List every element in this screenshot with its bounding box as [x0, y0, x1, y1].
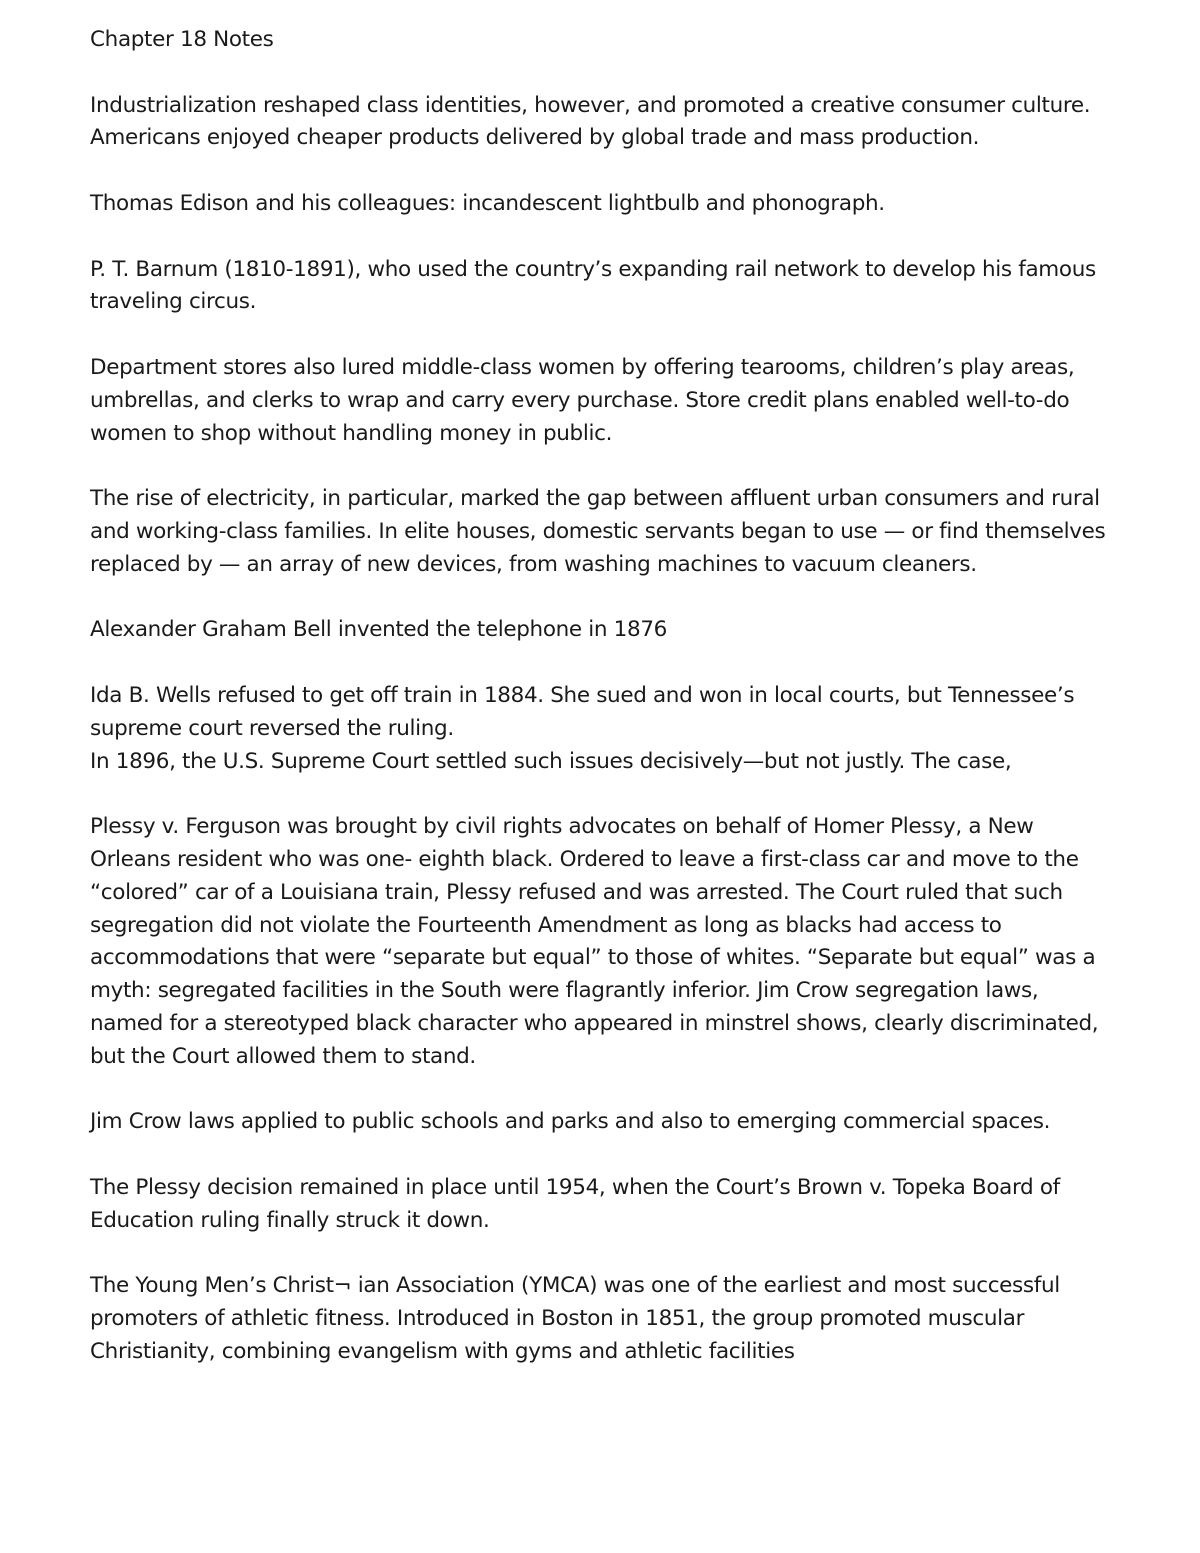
document-title: Chapter 18 Notes: [90, 27, 274, 52]
paragraph-edison: Thomas Edison and his colleagues: incandescent lightbulb and phonograph.: [90, 190, 885, 216]
paragraph-industrialization: Industrialization reshaped class identities, however, and promoted a creative consumer culture. Americans enjoyed cheaper products delivered by global trade and mass production.: [90, 92, 1091, 151]
paragraph-electricity: The rise of electricity, in particular, marked the gap between affluent urban consumers and rural and working-class families. In elite houses, domestic servants began to use — or find themselves replaced by — an array of new devices, from washing machines to vacuum cleaners.: [90, 486, 1106, 577]
paragraph-ida-wells: Ida B. Wells refused to get off train in 1884. She sued and won in local courts, but Tennessee’s supreme court reversed the ruling.: [90, 682, 1075, 741]
paragraph-barnum: P. T. Barnum (1810-1891), who used the country’s expanding rail network to develop his famous traveling circus.: [90, 256, 1096, 315]
paragraph-ymca: The Young Men’s Christ¬ ian Association (YMCA) was one of the earliest and most successful promoters of athletic fitness. Introduced in Boston in 1851, the group promoted muscular Christianity, combining evangelism with gyms and athletic facilities: [90, 1273, 1060, 1364]
paragraph-supreme-court-1896: In 1896, the U.S. Supreme Court settled such issues decisively—but not justly. The case,: [90, 748, 1012, 774]
paragraph-department-stores: Department stores also lured middle-class women by offering tearooms, children’s play areas, umbrellas, and clerks to wrap and carry every purchase. Store credit plans enabled well-to-do women to shop without handling money in public.: [90, 354, 1075, 446]
paragraph-jim-crow: Jim Crow laws applied to public schools and parks and also to emerging commercial spaces.: [90, 1109, 1051, 1135]
paragraph-bell: Alexander Graham Bell invented the telephone in 1876: [90, 617, 667, 643]
paragraph-plessy-decision: The Plessy decision remained in place until 1954, when the Court’s Brown v. Topeka Board of Education ruling finally struck it down.: [90, 1174, 1060, 1233]
paragraph-plessy: Plessy v. Ferguson was brought by civil rights advocates on behalf of Homer Plessy, a New Orleans resident who was one- eighth black. Ordered to leave a first-class car and move to the “colored” car of a Louisiana train, Plessy refused and was arrested. The Court ruled that such segregation did not violate the Fourteenth Amendment as long as blacks had access to accommodations that were “separate but equal” to those of whites. “Separate but equal” was a myth: segregated facilities in the South were flagrantly inferior. Jim Crow segregation laws, named for a stereotyped black character who appeared in minstrel shows, clearly discriminated, but the Court allowed them to stand.: [90, 814, 1099, 1069]
